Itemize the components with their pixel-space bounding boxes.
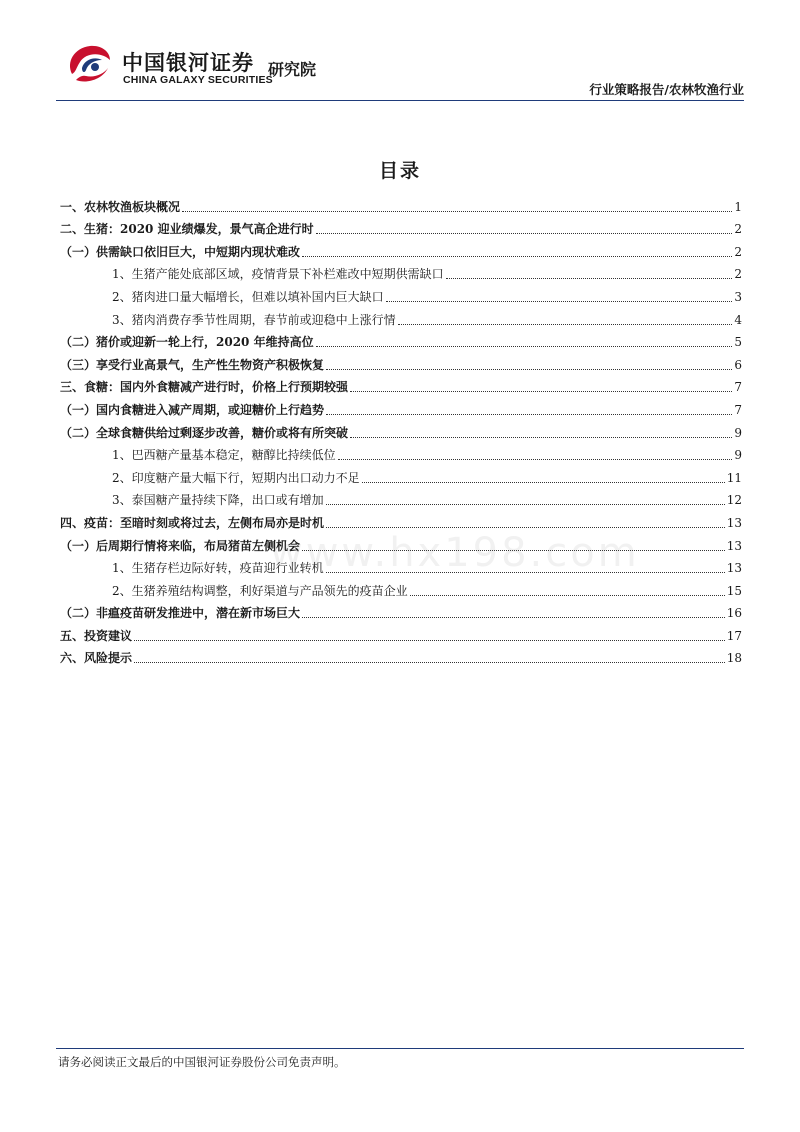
toc-entry[interactable] (60, 305, 742, 328)
toc-entry[interactable] (60, 621, 742, 644)
toc-page-number: 7 (734, 380, 742, 395)
toc-entry-label: （一）后周期行情将来临，布局猪苗左侧机会 (60, 538, 301, 553)
toc-entry-label: 2、猪肉进口量大幅增长，但难以填补国内巨大缺口 (112, 289, 384, 304)
toc-dot-leader (302, 256, 732, 257)
toc-page-number: 6 (734, 357, 742, 372)
toc-page-number: 4 (734, 312, 742, 327)
toc-entry[interactable] (60, 282, 742, 305)
toc-page-number: 17 (726, 628, 742, 643)
toc-page-number: 11 (726, 470, 742, 485)
toc-page-number: 9 (734, 448, 742, 463)
toc-entry-label: （二）非瘟疫苗研发推进中，潜在新市场巨大 (60, 606, 301, 621)
toc-dot-leader (326, 504, 725, 505)
toc-dot-leader (350, 391, 732, 392)
toc-entry[interactable] (60, 599, 742, 622)
toc-entry-label: 2、生猪养殖结构调整，利好渠道与产品领先的疫苗企业 (112, 583, 408, 598)
toc-entry-label: （二）猪价或迎新一轮上行，2020 年维持高位 (60, 335, 314, 350)
page-header (0, 0, 800, 104)
toc-page-number: 7 (734, 402, 742, 417)
toc-entry-label: 1、生猪产能处底部区域，疫情背景下补栏难改中短期供需缺口 (112, 267, 444, 282)
toc-page-number: 13 (726, 561, 742, 576)
footer-divider (56, 1048, 744, 1049)
toc-entry-label: 四、疫苗：至暗时刻或将过去，左侧布局亦是时机 (60, 515, 325, 530)
toc-entry[interactable] (60, 644, 742, 667)
toc-dot-leader (326, 527, 725, 528)
toc-dot-leader (302, 617, 725, 618)
report-type: 行业策略报告/农林牧渔行业 (589, 82, 744, 97)
toc-entry[interactable] (60, 418, 742, 441)
toc-entry[interactable] (60, 395, 742, 418)
toc-dot-leader (338, 459, 732, 460)
header-divider (56, 100, 744, 101)
toc-entry-label: 3、猪肉消费存季节性周期，春节前或迎稳中上涨行情 (112, 312, 396, 327)
toc-dot-leader (182, 211, 732, 212)
toc-entry[interactable] (60, 237, 742, 260)
galaxy-logo-icon (62, 40, 114, 88)
toc-page-number: 12 (726, 493, 742, 508)
toc-entry-label: 六、风险提示 (60, 651, 133, 666)
toc-entry[interactable] (60, 350, 742, 373)
toc-entry[interactable] (60, 508, 742, 531)
toc-page-number: 1 (734, 199, 742, 214)
toc-page-number: 2 (734, 222, 742, 237)
toc-page-number: 15 (726, 583, 742, 598)
toc-entry[interactable] (60, 373, 742, 396)
toc-entry[interactable] (60, 192, 742, 215)
toc-page-number: 3 (734, 289, 742, 304)
footer-disclaimer: 请务必阅读正文最后的中国银河证券股份公司免责声明。 (58, 1055, 346, 1069)
toc-entry[interactable] (60, 576, 742, 599)
toc-entry-label: （二）全球食糖供给过剩逐步改善，糖价或将有所突破 (60, 425, 349, 440)
toc-dot-leader (362, 482, 725, 483)
toc-dot-leader (326, 369, 732, 370)
toc-dot-leader (316, 346, 732, 347)
watermark: www.hx198.com (270, 530, 640, 576)
logo-company-name-en: CHINA GALAXY SECURITIES (123, 74, 273, 86)
toc-entry-label: 1、巴西糖产量基本稳定，糖醇比持续低位 (112, 448, 336, 463)
toc-page-number: 16 (726, 606, 742, 621)
logo-company-name: 中国银河证券 (122, 51, 254, 75)
toc-entry-label: （一）国内食糖进入减产周期，或迎糖价上行趋势 (60, 402, 325, 417)
toc-entry-label: 3、泰国糖产量持续下降，出口或有增加 (112, 493, 324, 508)
toc-entry[interactable] (60, 486, 742, 509)
toc-entry[interactable] (60, 328, 742, 351)
toc-entry-label: 五、投资建议 (60, 628, 133, 643)
toc-entry-label: 三、食糖：国内外食糖减产进行时，价格上行预期较强 (60, 380, 349, 395)
toc-page-number: 2 (734, 244, 742, 259)
toc-page-number: 13 (726, 538, 742, 553)
toc-page-number: 18 (726, 651, 742, 666)
toc-entry[interactable] (60, 441, 742, 464)
toc-entry-label: 二、生猪：2020 迎业绩爆发，景气高企进行时 (60, 222, 314, 237)
toc-page-number: 2 (734, 267, 742, 282)
toc-dot-leader (350, 437, 732, 438)
toc-entry-label: 2、印度糖产量大幅下行，短期内出口动力不足 (112, 470, 360, 485)
toc-dot-leader (386, 301, 732, 302)
toc-entry[interactable] (60, 463, 742, 486)
toc-dot-leader (410, 595, 725, 596)
toc-entry[interactable] (60, 215, 742, 238)
toc-entry-label: 一、农林牧渔板块概况 (60, 199, 181, 214)
toc-entry-label: 1、生猪存栏边际好转，疫苗迎行业转机 (112, 561, 324, 576)
toc-dot-leader (446, 278, 732, 279)
toc-page-number: 9 (734, 425, 742, 440)
toc-dot-leader (134, 640, 725, 641)
toc-dot-leader (316, 233, 732, 234)
toc-dot-leader (326, 414, 732, 415)
toc-page-number: 13 (726, 515, 742, 530)
toc-entry-label: （一）供需缺口依旧巨大，中短期内现状难改 (60, 244, 301, 259)
toc-title: 目录 (378, 160, 421, 182)
toc-entry-label: （三）享受行业高景气，生产性生物资产积极恢复 (60, 357, 325, 372)
toc-dot-leader (398, 324, 732, 325)
table-of-contents (60, 192, 742, 666)
logo-institute: 研究院 (268, 60, 317, 79)
toc-dot-leader (134, 662, 725, 663)
toc-page-number: 5 (734, 335, 742, 350)
toc-entry[interactable] (60, 260, 742, 283)
